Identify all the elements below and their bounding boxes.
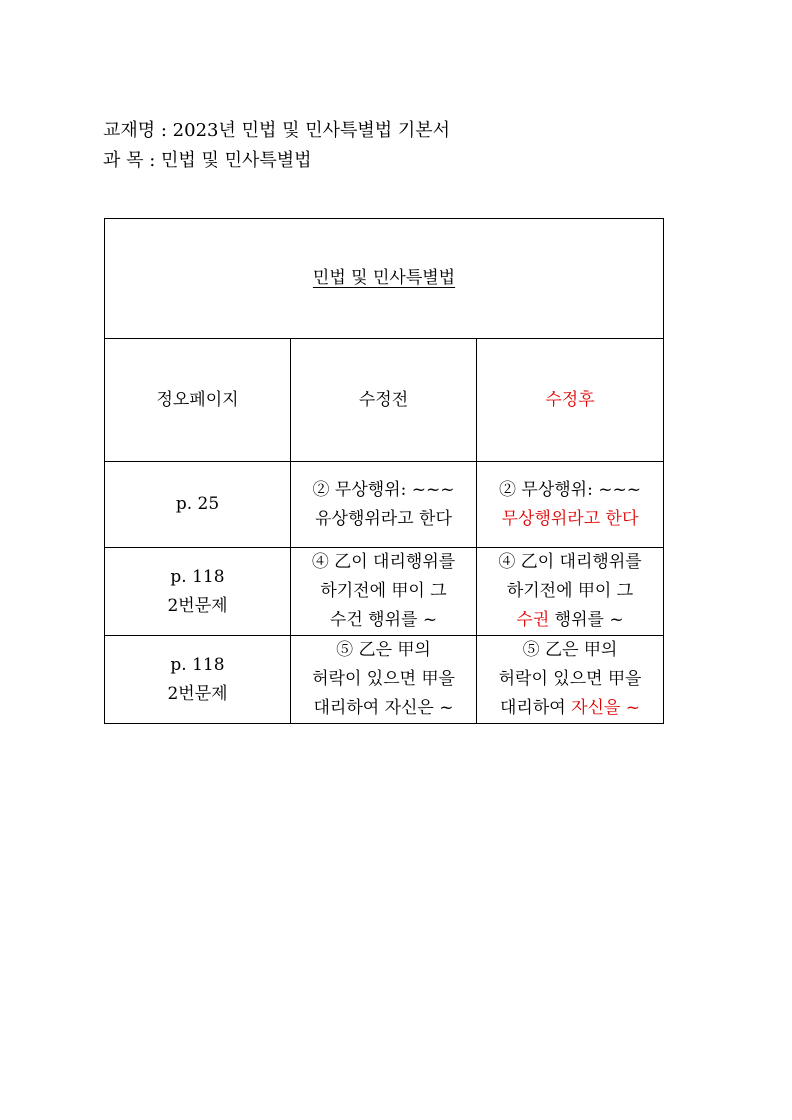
before-line: ② 무상행위: ~~~: [312, 479, 455, 500]
before-line: ⑤ 乙은 甲의: [336, 640, 431, 660]
after-line: [479, 694, 661, 723]
table-title-row: [105, 219, 664, 339]
after-text: ~: [620, 698, 641, 718]
after-correction: 자신을: [571, 698, 621, 718]
after-text: 행위를 ~: [549, 610, 624, 630]
after-line: 하기전에 甲이 그: [506, 581, 634, 601]
textbook-line: 교재명 : 2023년 민법 및 민사특별법 기본서: [103, 120, 451, 141]
column-header-after: 수정후: [477, 339, 664, 462]
page-cell: [105, 462, 291, 548]
after-line: ② 무상행위: ~~~: [499, 479, 641, 500]
after-line: ⑤ 乙은 甲의: [522, 640, 618, 660]
table-row: [105, 636, 664, 724]
after-line: 허락이 있으면 甲을: [498, 669, 642, 689]
after-cell: [477, 636, 664, 724]
before-line: ④ 乙이 대리행위를: [311, 552, 456, 572]
before-cell: [291, 462, 477, 548]
after-cell: [477, 462, 664, 548]
after-correction: 수권: [516, 610, 550, 630]
table-title-cell: [105, 219, 664, 339]
before-cell: [291, 548, 477, 636]
document-header: [103, 116, 450, 176]
before-cell: [291, 636, 477, 724]
column-header-page: 정오페이지: [105, 339, 291, 462]
table-row: [105, 462, 664, 548]
before-line: 하기전에 甲이 그: [320, 581, 447, 601]
page-ref: p. 25: [175, 494, 220, 514]
table-title: 민법 및 민사특별법: [312, 268, 456, 288]
page-cell: [105, 548, 291, 636]
after-line: ④ 乙이 대리행위를: [498, 552, 642, 572]
before-line: 수건 행위를 ~: [329, 610, 438, 630]
before-line: 유상행위라고 한다: [315, 508, 452, 529]
after-cell: [477, 548, 664, 636]
problem-ref: 2번문제: [167, 595, 228, 616]
page-cell: [105, 636, 291, 724]
errata-table: [104, 218, 664, 724]
before-line: 허락이 있으면 甲을: [312, 669, 455, 689]
table-header-row: [105, 339, 664, 462]
column-header-before: 수정전: [291, 339, 477, 462]
after-correction: 무상행위라고 한다: [501, 508, 639, 529]
table-row: [105, 548, 664, 636]
after-line: [479, 606, 661, 635]
subject-line: 과 목 : 민법 및 민사특별법: [103, 150, 312, 171]
page-ref: p. 118: [170, 566, 225, 587]
after-text: 대리하여: [499, 698, 572, 718]
problem-ref: 2번문제: [167, 683, 228, 704]
page-ref: p. 118: [170, 654, 225, 675]
before-line: 대리하여 자신은 ~: [313, 698, 454, 718]
